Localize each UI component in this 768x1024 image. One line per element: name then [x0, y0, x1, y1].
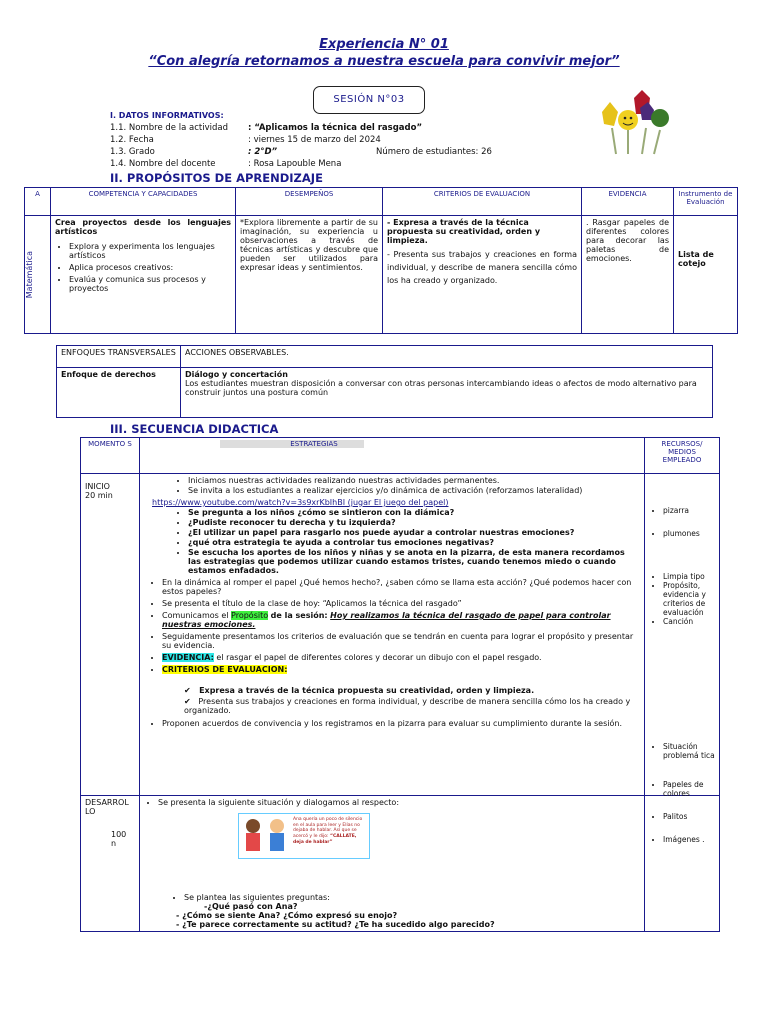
inicio-bullet: • Se invita a los estudiantes a realizar ejercicios y/o dinámica de activación (reforzamos lateralidad) [188, 486, 640, 495]
question-item: • ¿El utilizar un papel para rasgarlo nos puede ayudar a controlar nuestras emociones? [188, 528, 640, 537]
evidencia-text: . Rasgar papeles de diferentes colores para decorar las paletas de emociones. [582, 216, 674, 334]
criterio-check-2: ✔ Presenta sus trabajos y creaciones en forma individual, y describe de manera sencilla cómo los ha creado y organizado. [184, 697, 631, 715]
proposito-text: Hoy realizamos la técnica del rasgado de papel para controlar nuestras emociones. [162, 611, 611, 629]
inicio-paragraph: • Se presenta el título de la clase de hoy: “Aplicamos la técnica del rasgado” [162, 599, 640, 608]
propositos-heading: II. PROPÓSITOS DE APRENDIZAJE [110, 171, 323, 185]
datos-label-2: 1.2. Fecha [110, 135, 154, 145]
inicio-paragraph: • Proponen acuerdos de convivencia y los registramos en la pizarra para evaluar su cumplimiento durante la sesión. [162, 719, 640, 728]
question-item: • ¿qué otra estrategia te ayuda a controlar tus emociones negativas? [188, 538, 640, 547]
session-box: SESIÓN N°03 [313, 86, 425, 114]
evidencia-text-2: el rasgar el papel de diferentes colores y decorar un dibujo con el papel resgado. [216, 653, 542, 662]
experience-subtitle: “Con alegría retornamos a nuestra escuela para convivir mejor” [148, 54, 620, 69]
secuencia-table [80, 437, 720, 932]
desarrollo-label: DESARROL LO [85, 798, 129, 816]
criterio-check-1: ✔ Expresa a través de la técnica propuesta su creatividad, orden y limpieza. [184, 686, 535, 695]
question-item: • ¿Pudiste reconocer tu derecha y tu izquierda? [188, 518, 640, 527]
th-area: A [25, 188, 51, 216]
proposito-label: de la sesión: [270, 611, 328, 620]
th-evidencia: EVIDENCIA [582, 188, 674, 216]
instrumento-text: Lista de cotejo [674, 216, 738, 334]
th-desempenos: DESEMPEÑOS [236, 188, 383, 216]
datos-label-1: 1.1. Nombre de la actividad [110, 123, 228, 133]
secuencia-heading: III. SECUENCIA DIDACTICA [110, 422, 279, 436]
proposito-prefix: Comunicamos el [162, 611, 229, 620]
youtube-link[interactable]: https://www.youtube.com/watch?v=3s9xrKbIhBI (jugar El juego del papel) [152, 498, 449, 507]
inicio-label: INICIO [85, 482, 110, 491]
capacidad-item: • Explora y experimenta los lenguajes artísticos [69, 242, 231, 260]
situation-image [238, 813, 370, 859]
capacidad-item: • Aplica procesos creativos: [69, 263, 231, 272]
desarrollo-time: 100 n [111, 830, 127, 848]
action-title: Diálogo y concertación [185, 370, 288, 379]
proposito-item [162, 611, 640, 629]
inicio-bullet: • Iniciamos nuestras actividades realizando nuestras actividades permanentes. [188, 476, 640, 485]
emotion-paddles-image [598, 88, 676, 156]
enfoque-name: Enfoque de derechos [57, 368, 181, 418]
enfoques-table [56, 345, 713, 418]
students-count: Número de estudiantes: 26 [376, 147, 492, 157]
recurso-item: • Palitos [663, 812, 715, 821]
desempeno-text: *Explora libremente a partir de su imaginación, su experiencia u observaciones a través de técnicas artísticas y descubre que pueden ser utilizados para expresar ideas y sentimientos. [236, 216, 383, 334]
capacidad-item: • Evalúa y comunica sus procesos y proyectos [69, 275, 231, 293]
datos-label-4: 1.4. Nombre del docente [110, 159, 216, 169]
recurso-item: • pizarra [663, 506, 715, 515]
evidencia-highlight: EVIDENCIA: [162, 653, 214, 662]
recurso-item: • plumones [663, 529, 715, 538]
criterio-1: - Expresa a través de la técnica propuesta su creatividad, orden y limpieza. [387, 218, 541, 245]
criterios-item [162, 665, 640, 674]
proposito-highlight: Propósito [231, 611, 269, 620]
enfoques-header: ENFOQUES TRANSVERSALES [57, 346, 181, 368]
recurso-item: • Canción [663, 617, 715, 626]
criterio-2: - Presenta sus trabajos y creaciones en forma individual, y describe de manera sencilla cómo los ha creado y organizado. [387, 250, 577, 285]
desarrollo-paragraph: • Se presenta la siguiente situación y dialogamos al respecto: [158, 798, 640, 807]
action-text: Los estudiantes muestran disposición a conversar con otras personas intercambiando ideas o afectos de modo alternativo para construir juntos una postura común [185, 379, 697, 397]
criterios-highlight: CRITERIOS DE EVALUACION: [162, 665, 288, 674]
question-item: • Se pregunta a los niños ¿cómo se sintieron con la diámica? [188, 508, 640, 517]
datos-value-1: : “Aplicamos la técnica del rasgado” [248, 123, 423, 133]
desarrollo-paragraph: • Se plantea las siguientes preguntas: [184, 893, 640, 902]
acciones-header: ACCIONES OBSERVABLES. [181, 346, 713, 368]
recurso-item: • Limpia tipo [663, 572, 715, 581]
desarrollo-question: - ¿Cómo se siente Ana? ¿Cómo expresó su enojo? [176, 911, 398, 920]
datos-value-4: : Rosa Lapouble Mena [248, 159, 342, 169]
datos-value-2: : viernes 15 de marzo del 2024 [248, 135, 381, 145]
th-recursos: RECURSOS/ MEDIOS EMPLEADO [645, 438, 720, 474]
competencia-text: Crea proyectos desde los lenguajes artísticos [55, 218, 231, 236]
desarrollo-question: - ¿Te parece correctamente su actitud? ¿Te ha sucedido algo parecido? [176, 920, 495, 929]
recurso-item: • Imágenes . [663, 835, 715, 844]
inicio-paragraph: • Seguidamente presentamos los criterios de evaluación que se tendrán en cuenta para lograr el propósito y presentar su evidencia. [162, 632, 640, 650]
experience-title: Experiencia N° 01 [319, 37, 449, 52]
children-illustration [241, 816, 291, 856]
recurso-item: • Propósito, evidencia y criterios de evaluación [663, 581, 715, 617]
recurso-item: • Situación problemá tica [663, 742, 715, 760]
check-icon: ✔ [184, 697, 191, 706]
evidencia-item [162, 653, 640, 662]
th-instrumento: Instrumento de Evaluación [674, 188, 738, 216]
area-label: Matemática [25, 250, 34, 299]
datos-value-3: : 2°D” [248, 147, 278, 157]
datos-label-3: 1.3. Grado [110, 147, 155, 157]
question-item: • Se escucha los aportes de los niños y niñas y se anota en la pizarra, de esta manera recordamos las estrategias que podemos utilizar cuando estamos tristes, cuando tenemos miedo o cuando estamos enfadados. [188, 548, 640, 575]
check-icon: ✔ [184, 686, 191, 695]
inicio-time: 20 min [85, 491, 113, 500]
recurso-item: • Papeles de colores [663, 780, 715, 798]
desarrollo-question: -¿Qué pasó con Ana? [204, 902, 298, 911]
datos-heading: I. DATOS INFORMATIVOS: [110, 111, 224, 120]
th-competencia: COMPETENCIA Y CAPACIDADES [51, 188, 236, 216]
propositos-table [24, 187, 738, 334]
th-momentos: MOMENTO S [81, 438, 140, 474]
th-criterios: CRITERIOS DE EVALUACION [383, 188, 582, 216]
th-estrategias: ESTRATEGIAS [220, 440, 363, 448]
inicio-paragraph: • En la dinámica al romper el papel ¿Qué hemos hecho?, ¿saben cómo se llama esta acción? ¿Qué podemos hacer con estos papeles? [162, 578, 640, 596]
situation-bubble: Ana quería un poco de silencio en el aula para leer y Elías no dejaba de hablar. Así que se acercó y le dijo: “CALLATE, deja de hablar” [293, 817, 363, 845]
